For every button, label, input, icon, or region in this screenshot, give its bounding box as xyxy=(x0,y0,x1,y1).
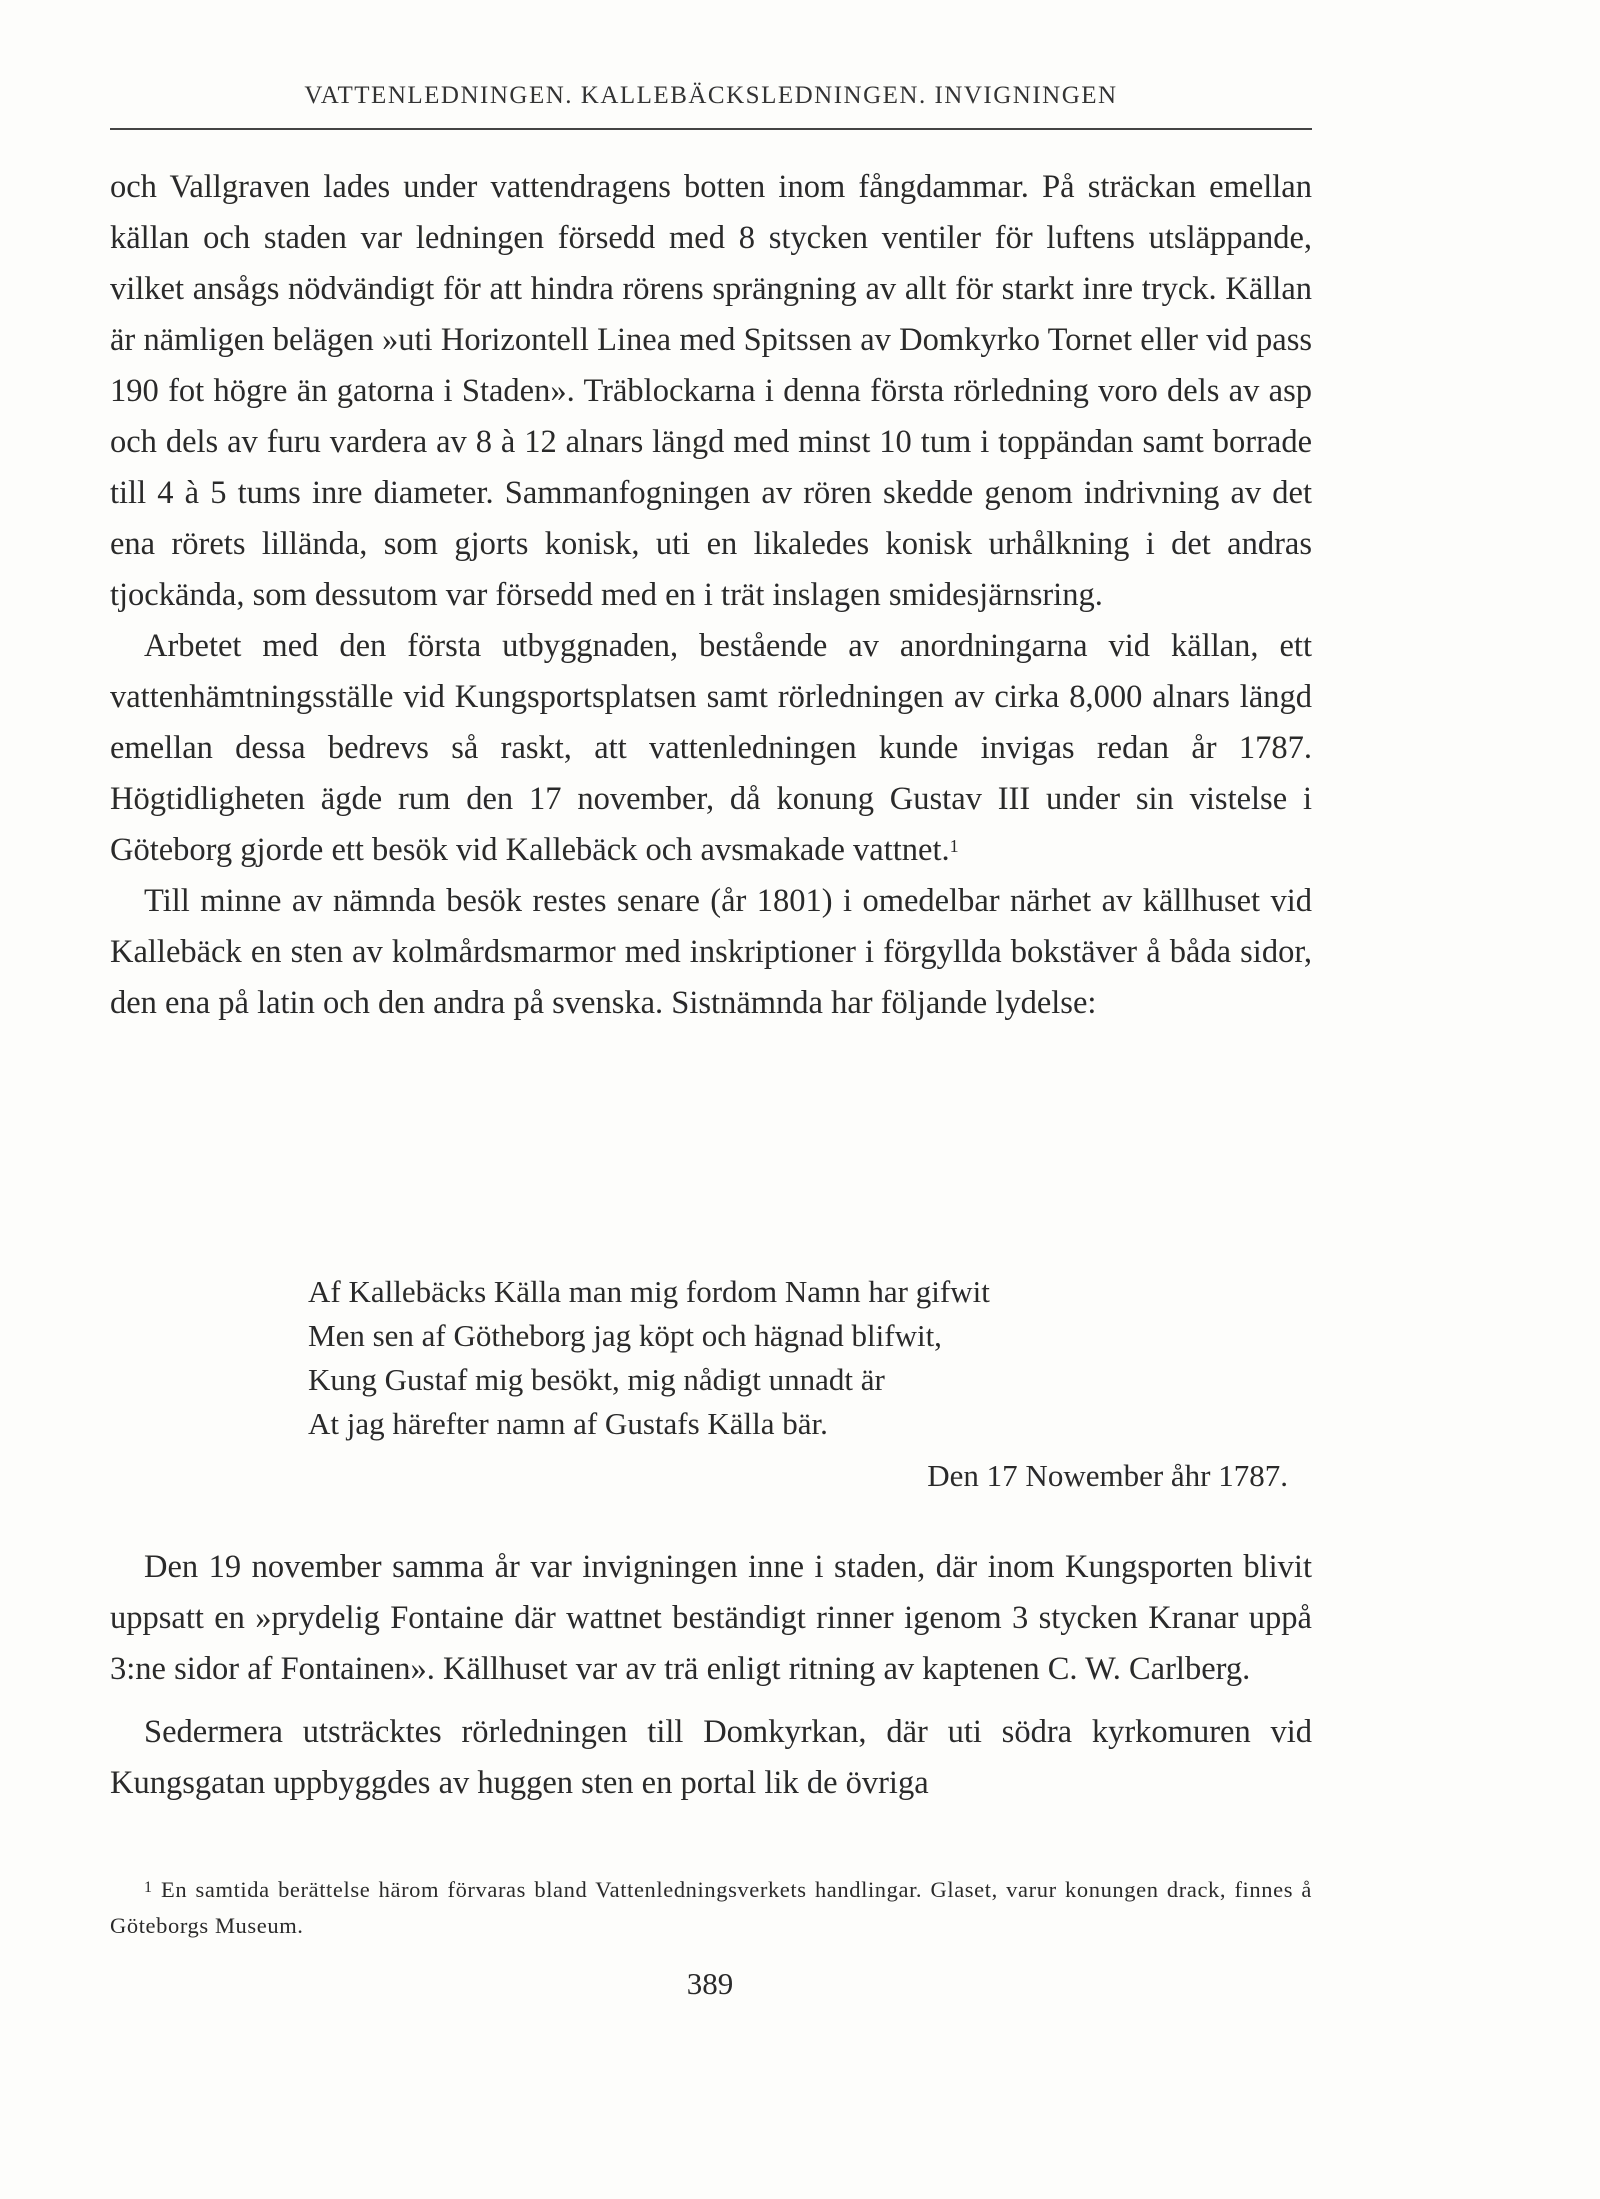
footnote xyxy=(110,1872,1312,1944)
paragraph-5: Sedermera utsträcktes rörledningen till Domkyrkan, där uti södra kyrkomuren vid Kungsgatan uppbyggdes av huggen sten en portal lik de övriga xyxy=(110,1714,1312,1801)
paragraph-1: och Vallgraven lades under vattendragens botten inom fångdammar. På sträckan emellan källan och staden var ledningen försedd med 8 stycken ventiler för luftens utsläppande, vilket ansågs nödvändigt för att hindra rörens sprängning av allt för starkt inre tryck. Källan är nämligen belägen »uti Horizontell Linea med Spitssen av Domkyrko Tornet eller vid pass 190 fot högre än gatorna i Staden». Träblockarna i denna första rörledning voro dels av asp och dels av furu vardera av 8 à 12 alnars längd med minst 10 tum i toppändan samt borrade till 4 à 5 tums inre diameter. Sammanfogningen av rören skedde genom indrivning av det ena rörets lilländа, som gjorts konisk, uti en likaledes konisk urhålkning i det andras tjockända, som dessutom var försedd med en i trät inslagen smidesjärnsring. xyxy=(110,169,1312,613)
footnote-mark: 1 xyxy=(144,1879,153,1896)
inscription-poem xyxy=(308,1270,990,1446)
header-rule xyxy=(110,128,1312,130)
paragraph-3: Till minne av nämnda besök restes senare (år 1801) i omedelbar närhet av källhuset vid Kallebäck en sten av kolmårdsmarmor med inskriptioner i förgyllda bokstäver å båda sidor, den ena på latin och den andra på svenska. Sistnämnda har följande lydelse: xyxy=(110,883,1312,1021)
main-text-continued xyxy=(110,1542,1312,1809)
paragraph-2-text: Arbetet med den första utbyggnaden, bestående av anordningarna vid källan, ett vattenhämtningsställe vid Kungsportsplatsen samt rörledningen av cirka 8,000 alnars längd emellan dessa bedrevs så raskt, att vattenledningen kunde invigas redan år 1787. Högtidligheten ägde rum den 17 november, då konung Gustav III under sin vistelse i Göteborg gjorde ett besök vid Kallebäck och avsmakade vattnet. xyxy=(110,628,1312,868)
running-head: VATTENLEDNINGEN. KALLEBÄCKSLEDNINGEN. INVIGNINGEN xyxy=(304,82,1118,109)
poem-line: Af Kallebäcks Källa man mig fordom Namn har gifwit xyxy=(308,1274,990,1309)
footnote-text: En samtida berättelse härom förvaras bland Vattenledningsverkets handlingar. Glaset, varur konungen drack, finnes å Göteborgs Museum. xyxy=(110,1877,1313,1938)
main-text xyxy=(110,162,1312,1029)
poem-line: Kung Gustaf mig besökt, mig nådigt unnadt är xyxy=(308,1362,885,1397)
paragraph-2 xyxy=(110,621,1312,876)
inscription-date: Den 17 Nowember åhr 1787. xyxy=(927,1458,1288,1493)
page-number: 389 xyxy=(686,1966,734,2001)
footnote-reference: 1 xyxy=(949,836,959,856)
poem-line: Men sen af Götheborg jag köpt och hägnad blifwit, xyxy=(308,1318,942,1353)
paragraph-4: Den 19 november samma år var invigningen inne i staden, där inom Kungsporten blivit uppsatt en »prydelig Fontaine där wattnet beständigt rinner igenom 3 stycken Kranar uppå 3:ne sidor af Fontainen». Källhuset var av trä enligt ritning av kaptenen C. W. Carlberg. xyxy=(110,1549,1312,1687)
poem-line: At jag härefter namn af Gustafs Källa bär. xyxy=(308,1406,828,1441)
